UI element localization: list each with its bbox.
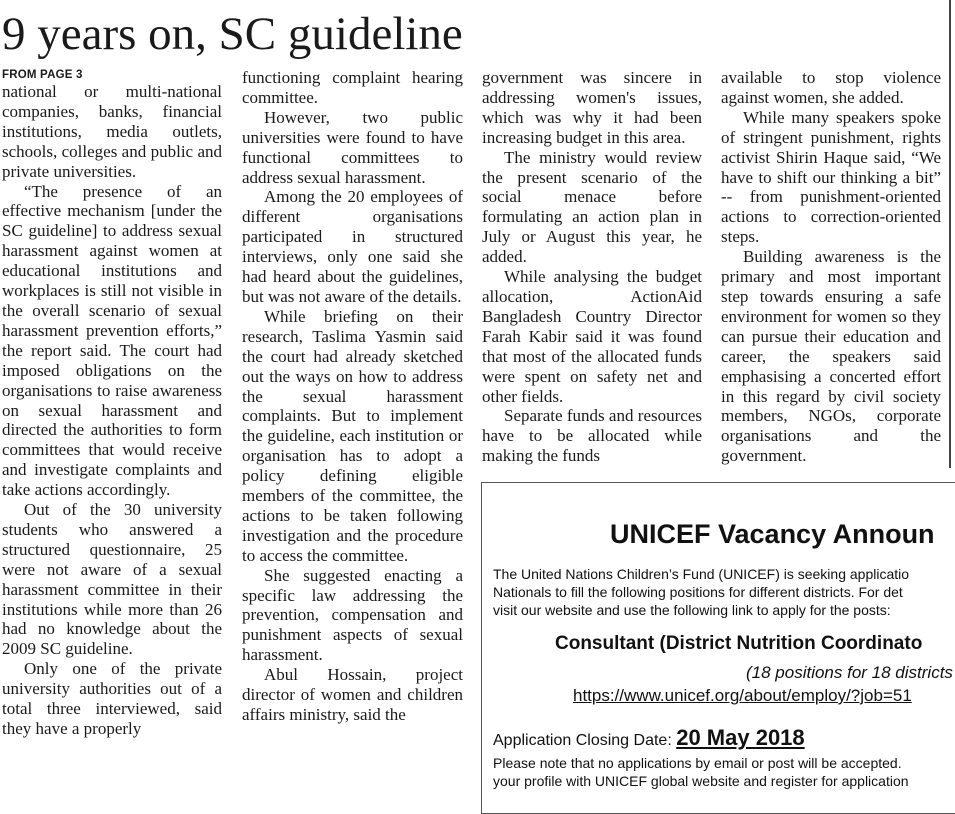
paragraph: However, two public universities were found to have functional committees to address sexual harassment. (242, 107, 463, 187)
ad-deadline-label: Application Closing Date: (493, 732, 677, 749)
paragraph: functioning complaint hearing committee. (242, 68, 463, 107)
article-column-1 (2, 68, 222, 790)
column-divider (949, 0, 951, 468)
ad-apply-link[interactable]: https://www.unicef.org/about/employ/?job=51 (573, 686, 912, 705)
paragraph: Separate funds and resources have to be allocated while making the funds (482, 406, 702, 466)
paragraph: Building awareness is the primary and most important step towards ensuring a safe environment for women so they can pursue their education and career, the speakers said emphasising a concerted effort in this regard by civil society members, NGOs, corporate organisations and the government. (721, 247, 941, 466)
paragraph: Only one of the private university authorities out of a total three interviewed, said they have a properly (2, 659, 222, 738)
headline: 9 years on, SC guideline (2, 8, 463, 60)
ad-intro: The United Nations Children’s Fund (UNICEF) is seeking applicatio Nationals to fill the following positions for different districts. For det visit our website and use the following link to apply for the posts: (493, 566, 910, 618)
article-column-4 (721, 68, 941, 468)
paragraph: available to stop violence against women, she added. (721, 68, 941, 107)
paragraph: Abul Hossain, project director of women and children affairs ministry, said the (242, 665, 463, 724)
paragraph: While analysing the budget allocation, ActionAid Bangladesh Country Director Farah Kabir said it was found that most of the allocated funds were spent on safety net and other fields. (482, 267, 702, 406)
article-column-3 (482, 68, 702, 468)
paragraph: The ministry would review the present scenario of the social menace before formulating an action plan in July or August this year, he added. (482, 147, 702, 267)
paragraph: “The presence of an effective mechanism [under the SC guideline] to address sexual harassment against women at educational institutions and workplaces is still not visible in the overall scenario of sexual harassment prevention efforts,” the report said. The court had imposed obligations on the organisations to raise awareness on sexual harassment and directed the authorities to form committees that would receive and investigate complaints and take actions accordingly. (2, 181, 222, 500)
continuation-kicker: FROM PAGE 3 (2, 69, 83, 81)
article-column-2 (242, 68, 463, 790)
paragraph: While many speakers spoke of stringent punishment, rights activist Shirin Haque said, “We have to shift our thinking a bit” -- from punishment-oriented actions to correction-oriented steps. (721, 107, 941, 247)
paragraph: national or multi-national companies, banks, financial institutions, media outlets, schools, colleges and public and private universities. (2, 82, 222, 181)
ad-position-title: Consultant (District Nutrition Coordinato (555, 633, 923, 654)
paragraph: government was sincere in addressing women's issues, which was why it had been increasing budget in this area. (482, 68, 702, 147)
ad-deadline (493, 725, 805, 751)
ad-title: UNICEF Vacancy Announ (610, 519, 935, 549)
paragraph: While briefing on their research, Taslima Yasmin said the court had already sketched out the ways on how to address the sexual harassment complaints. But to implement the guideline, each institution or organisation has to adopt a policy defining eligible members of the committee, the actions to be taken following investigation and the procedure to access the committee. (242, 306, 463, 565)
unicef-vacancy-ad (481, 482, 955, 814)
paragraph: Among the 20 employees of different organisations participated in structured interviews, only one said she had heard about the guidelines, but was not aware of the details. (242, 187, 463, 306)
ad-note: Please note that no applications by email or post will be accepted. your profile with UNICEF global website and register for application (493, 755, 909, 789)
paragraph: Out of the 30 university students who answered a structured questionnaire, 25 were not aware of a sexual harassment committee in their institutions while more than 26 had no knowledge about the 2009 SC guideline. (2, 500, 222, 659)
paragraph: She suggested enacting a specific law addressing the prevention, compensation and punishment aspects of sexual harassment. (242, 565, 463, 665)
ad-deadline-date: 20 May 2018 (676, 725, 805, 750)
ad-positions-count: (18 positions for 18 districts (746, 663, 953, 682)
